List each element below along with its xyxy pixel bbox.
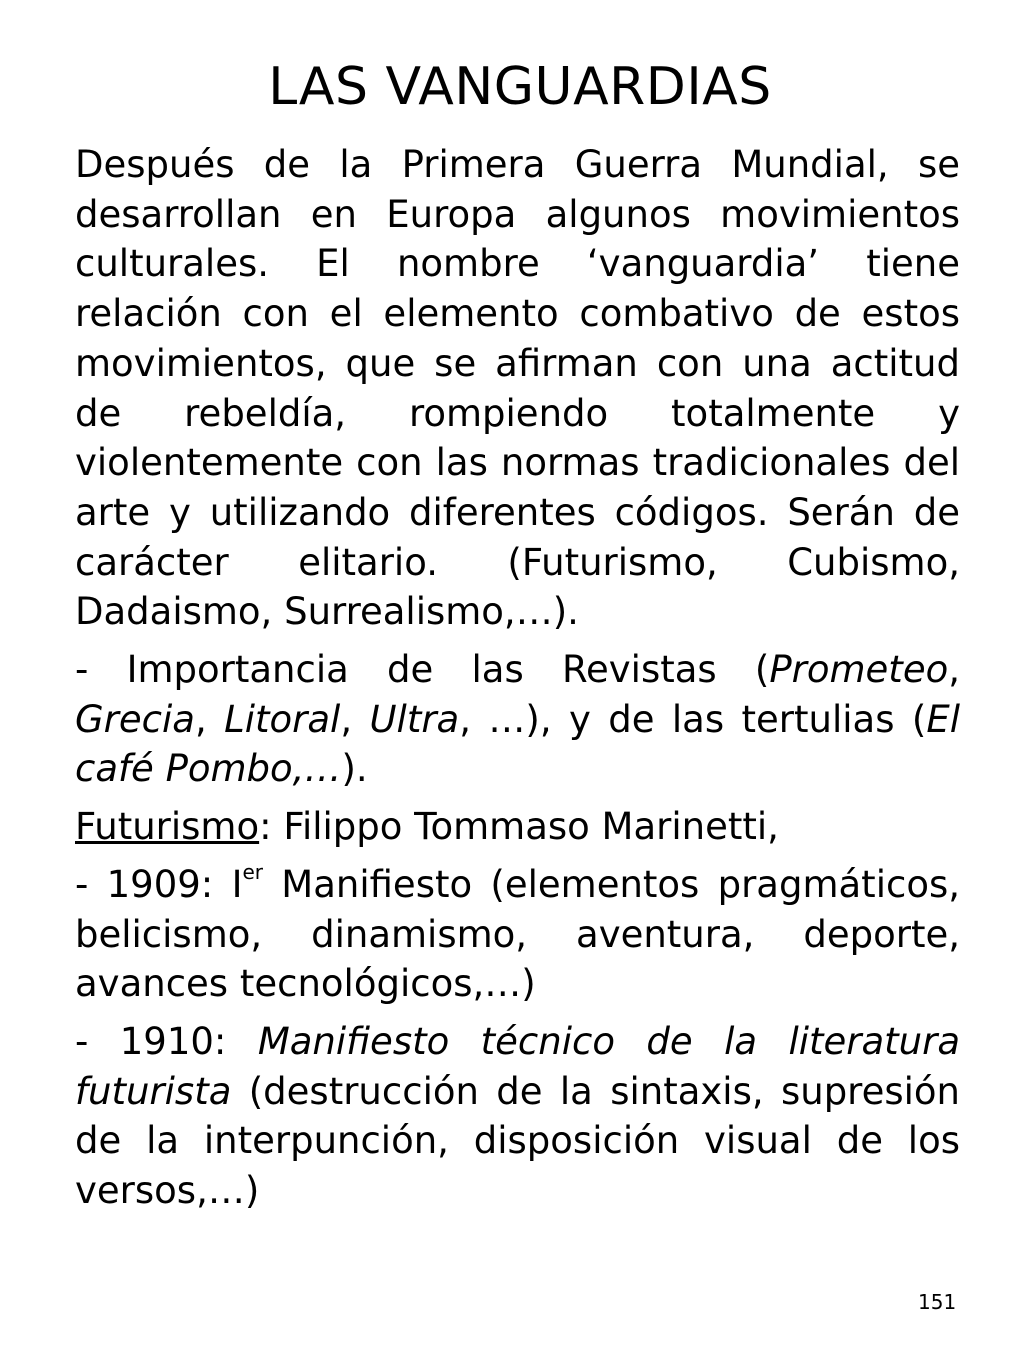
intro-paragraph: Después de la Primera Guerra Mundial, se desarrollan en Europa algunos movimientos culturales. El nombre ‘vanguardia’ tiene relación con el elemento combativo de estos movimientos, que se afirman con una actitud de rebeldía, rompiendo totalmente y violentemente con las normas tradicionales del arte y utilizando diferentes códigos. Serán de carácter elitario. (Futurismo, Cubismo, Dadaismo, Surrealismo,…). — [75, 143, 960, 634]
revistas-mid: , …), y de las tertulias ( — [459, 697, 927, 741]
revistas-end: ). — [341, 747, 368, 791]
magazine-litoral: Litoral — [224, 697, 341, 741]
item-1910 — [75, 1017, 960, 1216]
revistas-sep-3: , — [340, 697, 370, 741]
futurismo-heading — [75, 802, 960, 852]
futurismo-author: Filippo Tommaso Marinetti, — [271, 805, 779, 849]
revistas-prefix: - Importancia de las Revistas ( — [75, 648, 770, 692]
revistas-paragraph — [75, 645, 960, 794]
tertulia-cafe-pombo: El café Pombo,… — [75, 697, 960, 791]
item-1909-ordinal-sup: er — [242, 859, 264, 884]
item-1910-text: (destrucción de la sintaxis, supresión de la interpunción, disposición visual de los versos,…) — [75, 1069, 960, 1213]
item-1909-ordinal: I — [231, 862, 243, 906]
page-number: 151 — [918, 1290, 957, 1314]
document-body — [75, 140, 960, 1224]
magazine-grecia: Grecia — [75, 697, 195, 741]
magazine-ultra: Ultra — [369, 697, 460, 741]
item-1909-text: Manifiesto (elementos pragmáticos, belicismo, dinamismo, aventura, deporte, avances tecnológicos,…) — [75, 862, 960, 1006]
revistas-sep-1: , — [948, 648, 960, 692]
item-1910-prefix: - 1910: — [75, 1019, 258, 1063]
futurismo-colon: : — [259, 805, 272, 849]
page-title: LAS VANGUARDIAS — [268, 57, 772, 117]
magazine-prometeo: Prometeo — [769, 648, 949, 692]
item-1909 — [75, 860, 960, 1009]
futurismo-label: Futurismo — [75, 805, 260, 849]
revistas-sep-2: , — [194, 697, 225, 741]
item-1909-prefix: - 1909: — [75, 862, 232, 906]
item-1910-title: Manifiesto técnico de la literatura futurista — [75, 1019, 960, 1113]
